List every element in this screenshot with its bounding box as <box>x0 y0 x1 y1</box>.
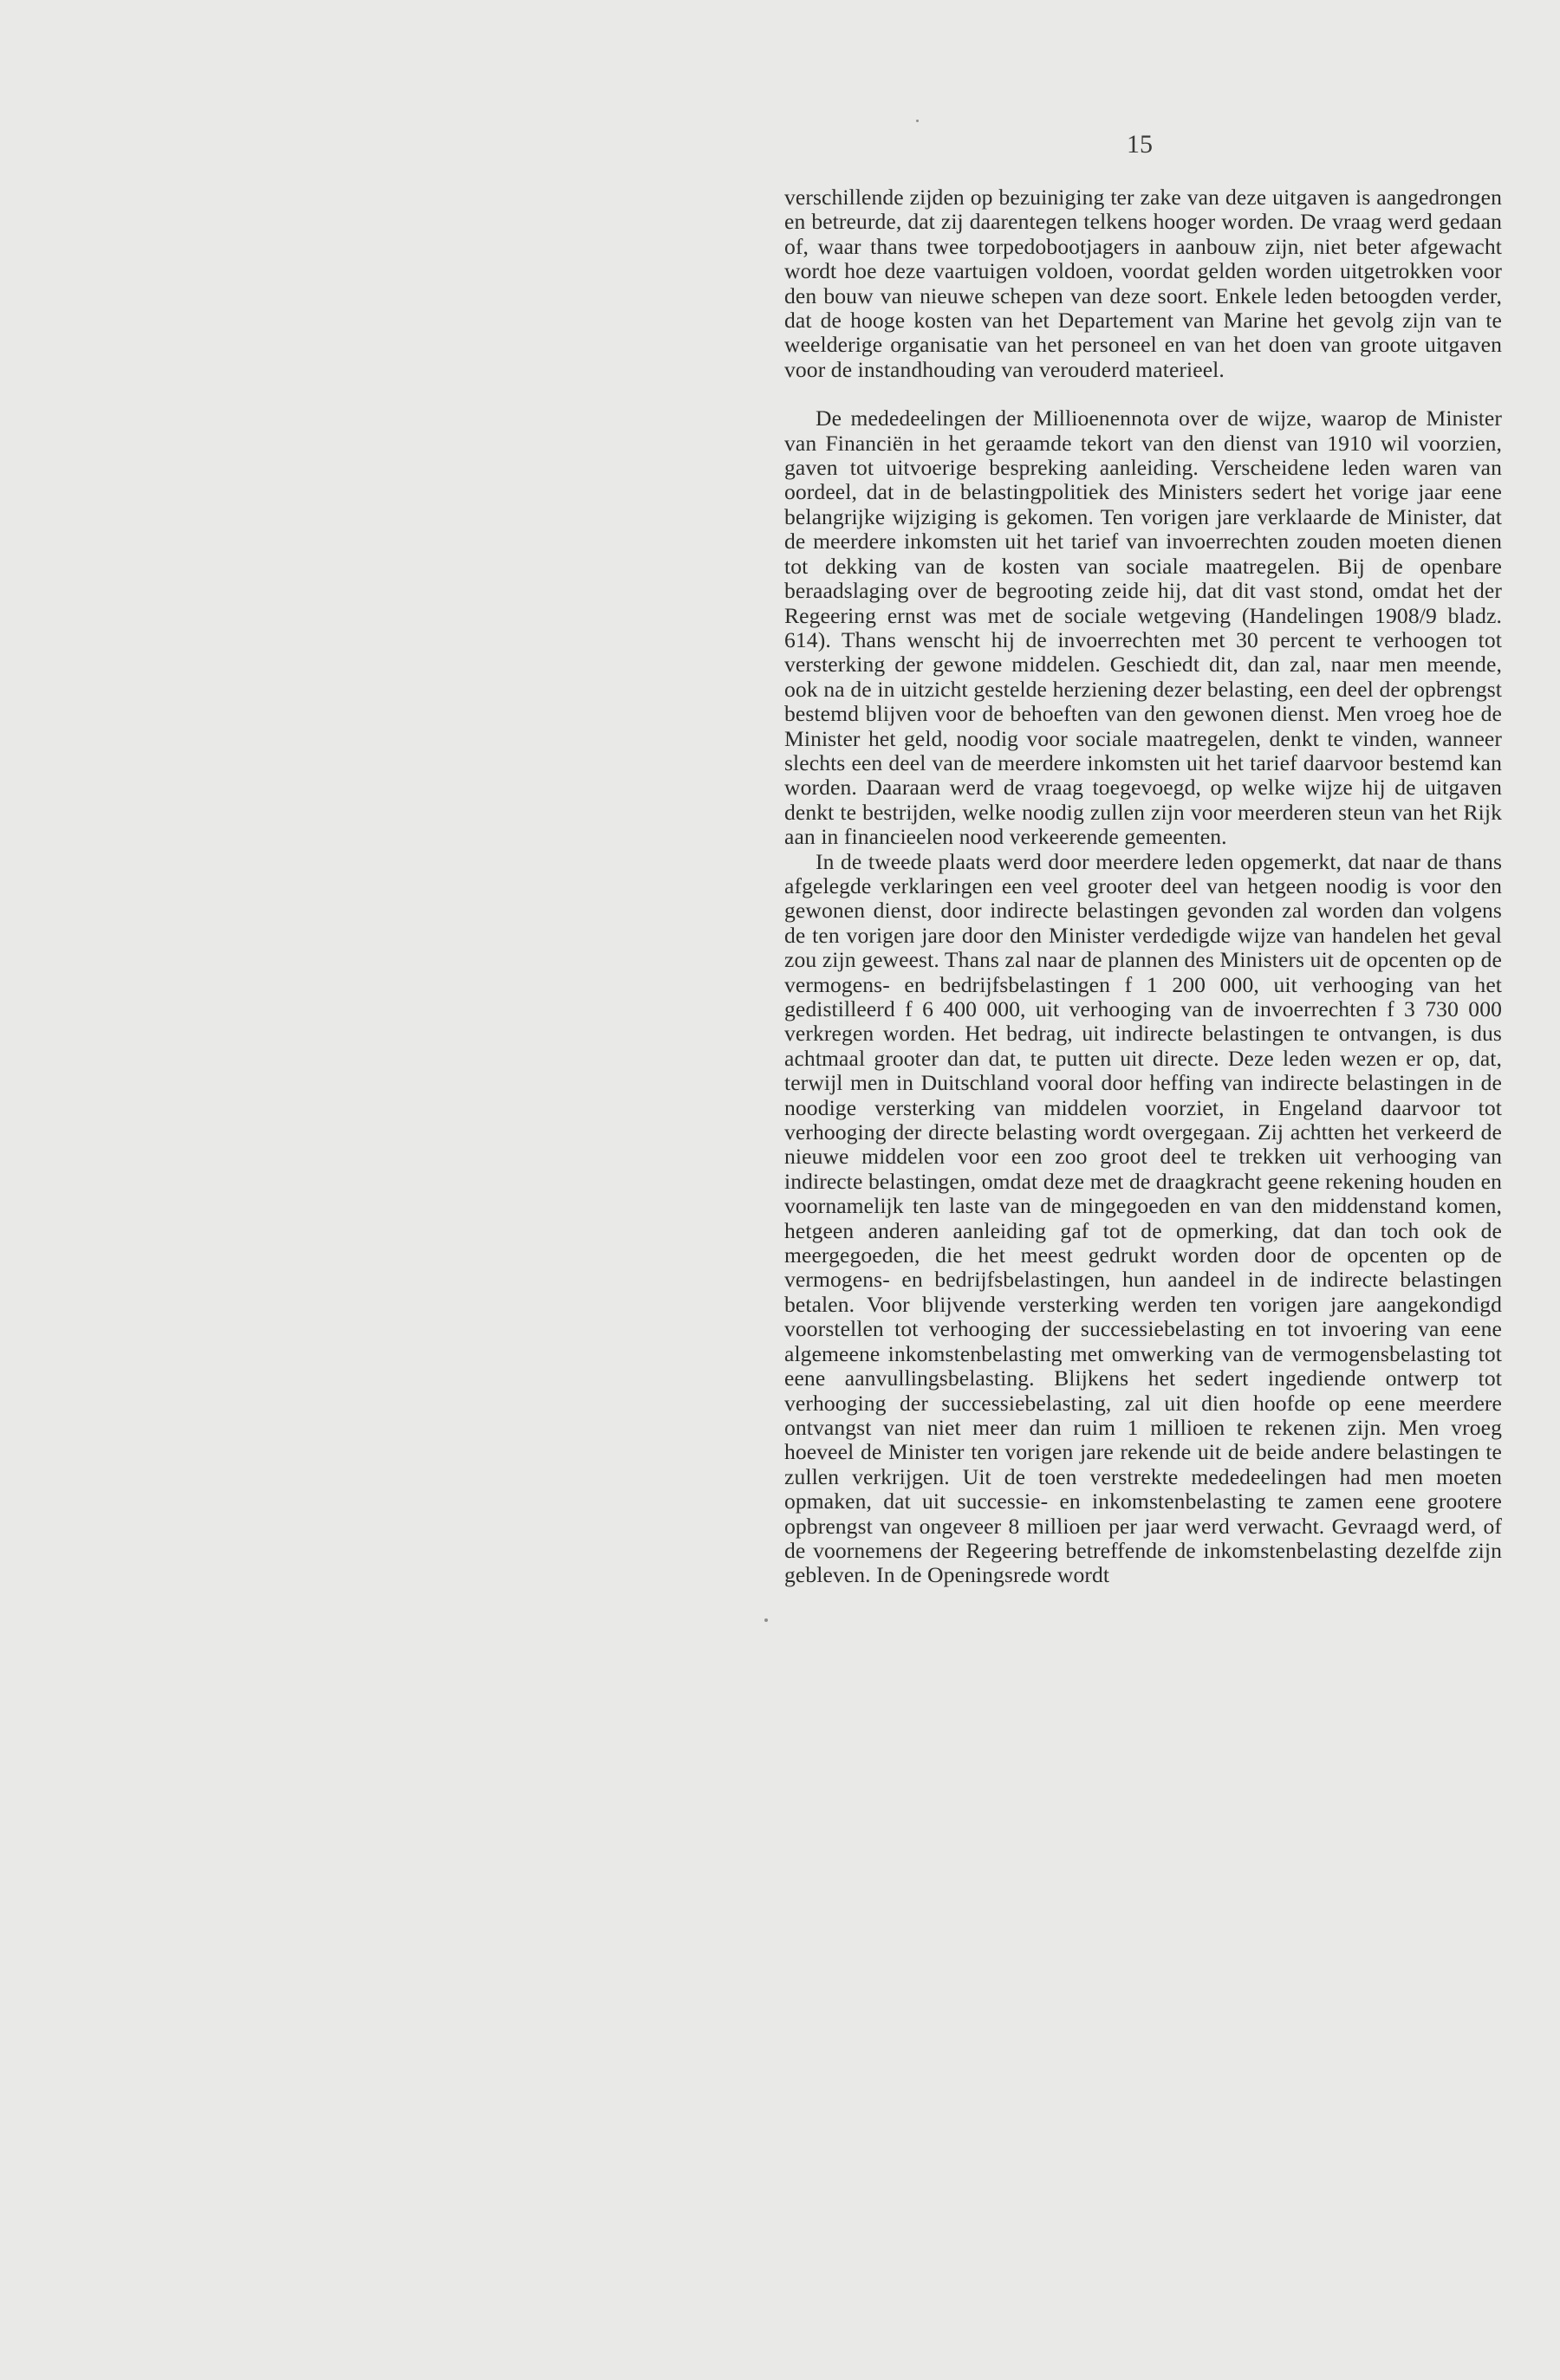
scan-speck <box>916 120 919 122</box>
text-column <box>784 185 1502 1588</box>
page-number: 15 <box>1127 130 1153 159</box>
scan-speck <box>764 1618 768 1622</box>
paragraph-marine-costs: verschillende zijden op bezuiniging ter zake van deze uitgaven is aangedrongen en betreurde, dat zij daarentegen telkens hooger worden. De vraag werd gedaan of, waar thans twee torpedobootjagers in aanbouw zijn, niet beter afgewacht wordt hoe deze vaartuigen voldoen, voordat gelden worden uitgetrokken voor den bouw van nieuwe schepen van deze soort. Enkele leden betoogden verder, dat de hooge kosten van het Departement van Marine het gevolg zijn van te weelderige organisatie van het personeel en van het doen van groote uitgaven voor de instandhouding van verouderd materieel. <box>784 185 1502 382</box>
paragraph-millioenennota: De mededeelingen der Millioenennota over de wijze, waarop de Minister van Financiën in het geraamde tekort van den dienst van 1910 wil voorzien, gaven tot uitvoerige bespreking aanleiding. Verscheidene leden waren van oordeel, dat in de belastingpolitiek des Ministers sedert het vorige jaar eene belangrijke wijziging is gekomen. Ten vorigen jare verklaarde de Minister, dat de meerdere inkomsten uit het tarief van invoerrechten zouden moeten dienen tot dekking van de kosten van sociale maatregelen. Bij de openbare beraadslaging over de begrooting zeide hij, dat dit vast stond, omdat het der Regeering ernst was met de sociale wetgeving (Handelingen 1908/9 bladz. 614). Thans wenscht hij de invoerrechten met 30 percent te verhoogen tot versterking der gewone middelen. Geschiedt dit, dan zal, naar men meende, ook na de in uitzicht gestelde herziening dezer belasting, een deel der opbrengst bestemd blijven voor de behoeften van den gewonen dienst. Men vroeg hoe de Minister het geld, noodig voor sociale maatregelen, denkt te vinden, wanneer slechts een deel van de meerdere inkomsten uit het tarief daarvoor bestemd kan worden. Daaraan werd de vraag toegevoegd, op welke wijze hij de uitgaven denkt te bestrijden, welke noodig zullen zijn voor meerderen steun van het Rijk aan in financieelen nood verkeerende gemeenten. <box>784 405 1502 850</box>
paragraph-indirect-taxes: In de tweede plaats werd door meerdere leden opgemerkt, dat naar de thans afgelegde verklaringen een veel grooter deel van hetgeen noodig is voor den gewonen dienst, door indirecte belastingen gevonden zal worden dan volgens de ten vorigen jare door den Minister verdedigde wijze van handelen het geval zou zijn geweest. Thans zal naar de plannen des Ministers uit de opcenten op de vermogens- en bedrijfsbelastingen f 1 200 000, uit verhooging van het gedistilleerd f 6 400 000, uit verhooging van de invoerrechten f 3 730 000 verkregen worden. Het bedrag, uit indirecte belastingen te ontvangen, is dus achtmaal grooter dan dat, te putten uit directe. Deze leden wezen er op, dat, terwijl men in Duitschland vooral door heffing van indirecte belastingen in de noodige versterking van middelen voorziet, in Engeland daarvoor tot verhooging der directe belasting wordt overgegaan. Zij achtten het verkeerd de nieuwe middelen voor een zoo groot deel te trekken uit verhooging van indirecte belastingen, omdat deze met de draagkracht geene rekening houden en voornamelijk ten laste van de mingegoeden en van den middenstand komen, hetgeen anderen aanleiding gaf tot de opmerking, dat dan toch ook de meergegoeden, die het meest gedrukt worden door de opcenten op de vermogens- en bedrijfsbelastingen, hun aandeel in de indirecte belastingen betalen. Voor blijvende versterking werden ten vorigen jare aangekondigd voorstellen tot verhooging der successiebelasting en tot invoering van eene algemeene inkomstenbelasting met omwerking van de vermogensbelasting tot eene aanvullingsbelasting. Blijkens het sedert ingediende ontwerp tot verhooging der successiebelasting, zal uit dien hoofde op eene meerdere ontvangst van niet meer dan ruim 1 millioen te rekenen zijn. Men vroeg hoeveel de Minister ten vorigen jare rekende uit de beide andere belastingen te zullen verkrijgen. Uit de toen verstrekte mededeelingen had men moeten opmaken, dat uit successie- en inkomstenbelasting te zamen eene grootere opbrengst van ongeveer 8 millioen per jaar werd verwacht. Gevraagd werd, of de voornemens der Regeering betreffende de inkomstenbelasting dezelfde zijn gebleven. In de Openingsrede wordt <box>784 848 1502 1588</box>
